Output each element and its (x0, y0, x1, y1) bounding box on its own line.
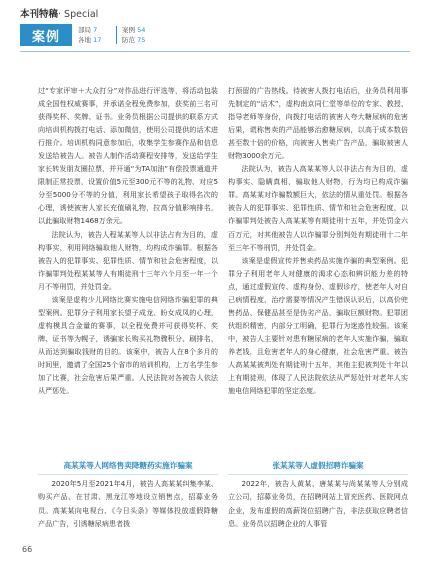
stat-item: 各地 17 (78, 36, 102, 44)
stat-item: 防范 75 (122, 36, 146, 44)
case-heading-right: 张某某等人虚假招聘诈骗案 (228, 460, 408, 475)
page-header (20, 6, 410, 48)
paragraph: 法院认为，被告人程某某等人以非法占有为目的，虚构事实，利用网络骗取他人财物，均构成诈骗罪。根据各被告人的犯罪事实、犯罪性质、情节和社会危害程度，以诈骗罪判处程某某等人有期徒刑十三年六个月至一年一个月不等刑罚，并处罚金。 (38, 229, 218, 291)
column-title-text: 本刊特稿 (20, 9, 59, 20)
stats-divider (116, 26, 117, 44)
header-rule (20, 51, 410, 52)
paragraph: 2022年，被告人黄某、唐某某与尚某某等人分别成立公司，招募业务员，在招聘网站上冒充医药、医院网点企业，发布虚假的高薪岗位招聘广告，非法获取应聘者信息。业务员以招聘企业的人事管 (228, 479, 408, 528)
stat-item: 部局 7 (78, 26, 98, 34)
paragraph: 该案是虚假宣传并售卖药品实施诈骗的典型案例。犯罪分子利用老年人对健康的渴求心态和辨识能力差的特点，通过虚假宣传、虚构身份、虚假诊疗，使老年人对自己病情程度、治疗需要等情况产生错误认识后，以高价兜售药品、保健品甚至是伪劣产品，骗取巨额财物。犯罪团伙组织精密，内部分工明确，犯罪行为迷惑性较强。该案中，被告人主要针对患有糖尿病的老年人实施诈骗，骗取养老钱，且危害老年人的身心健康，社会危害严重。被告人高某某被判处有期徒刑十五年，其他主犯被判处十年以上有期徒刑，体现了人民法院依法从严惩处针对老年人实施电信网络犯罪的坚定态度。 (228, 255, 408, 396)
paragraph: 过“专家评审＋大众打分”对作品进行评选等，将活动包装成全国性权威赛事，并承诺全程免费参加，获奖前三名可获得奖杯、奖牌、证书。业务员根据公司提供的联系方式向培训机构拨打电话、添加微信，使用公司提供的话术进行推介。培训机构同意参加后，收集学生参赛作品和信息发送给被告人。被告人制作活动赛程安排等，发送给学生家长转发朋友圈拉票，并开通“为TA加油”有偿投票通道并限制正常投票，设置价值5元至300元不等的礼物、对应5分至5000分不等的分值，利用家长希望孩子取得名次的心理，诱使被害人家长充值刷礼物，拉高分值影响排名，以此骗取财物1468万余元。 (38, 86, 218, 226)
left-case-body (38, 477, 218, 530)
right-column (228, 84, 408, 397)
stat-item: 案例 54 (122, 26, 146, 34)
paragraph: 该案是虚构少儿网络比赛实施电信网络诈骗犯罪的典型案例。犯罪分子利用家长望子成龙、盼女成凤的心理，虚构模具合金量的赛事，以全程免费并可获得奖杯、奖牌、证书等为幌子，诱骗家长购买礼物骤积分、刷排名，从而达到骗取钱财的目的。该案中，被告人在8个多月的时间里，邀请了全国25个省市的培训机构，上万名学生参加了比赛，社会危害后果严重。人民法院对各被告人依法从严惩处。 (38, 294, 218, 396)
paragraph: 打预留的广告热线。待被害人拨打电话后，业务员利用事先制定的“话术”，虚构南京同仁堂等单位的专家、教授、指导老师等身份，向拨打电话的被害人夸大糖尿病的危害后果，谎称售卖的产品能够治愈糖尿病，以高于成本数倍甚至数十倍的价格，向被害人售卖广告产品，骗取被害人财物3000余万元。 (228, 86, 408, 161)
page-number: 66 (22, 545, 33, 554)
column-title (20, 6, 98, 20)
left-column (38, 84, 218, 397)
case-heading-left: 高某某等人网络售卖降糖药实施诈骗案 (38, 460, 218, 475)
paragraph: 2020年5月至2021年4月，被告人高某某纠集李某、购买产品、在甘肃、黑龙江等地设立销售点，招募业务员。高某某向电视台、《今日头条》等媒体投放虚假降糖产品广告，引诱糖尿病患者拨 (38, 479, 218, 528)
right-case-body (228, 477, 408, 530)
paragraph: 法院认为，被告人高某某等人以非法占有为目的，虚构事实、隐瞒真相，骗取他人财物，行为均已构成诈骗罪。高某某对诈骗数额巨大，依法的情从重处罚。根据各被告人的犯罪事实、犯罪性质、情节和社会危害程度，以诈骗罪判处被告人高某某等有期徒刑十五年，并处罚金六百万元，对其他被告人以诈骗罪分别判处有期徒刑十二年至三年不等刑罚，并处罚金。 (228, 164, 408, 252)
case-label: 案例 (20, 24, 72, 46)
case-stats (78, 24, 198, 46)
column-subtitle: · Special (58, 9, 99, 20)
